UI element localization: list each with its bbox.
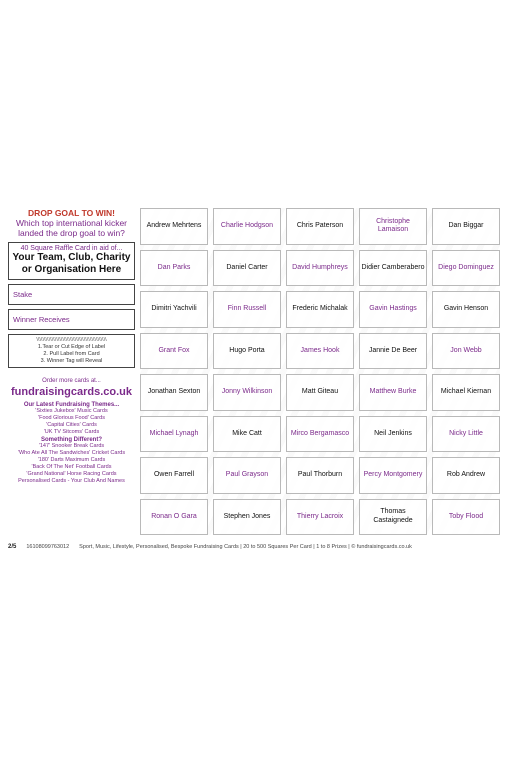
themes-heading: Our Latest Fundraising Themes... bbox=[23, 402, 120, 408]
raffle-square[interactable]: Michael Kiernan bbox=[432, 374, 500, 411]
raffle-square[interactable]: Frederic Michalak bbox=[286, 291, 354, 328]
raffle-square[interactable]: Paul Grayson bbox=[213, 457, 281, 494]
raffle-square[interactable]: Jannie De Beer bbox=[359, 333, 427, 370]
raffle-square[interactable]: Grant Fox bbox=[140, 333, 208, 370]
page-number: 2/5 bbox=[8, 544, 17, 550]
raffle-square[interactable]: Jonathan Sexton bbox=[140, 374, 208, 411]
themes-list bbox=[8, 408, 135, 436]
raffle-square[interactable]: David Humphreys bbox=[286, 250, 354, 287]
raffle-square[interactable]: Charlie Hodgson bbox=[213, 208, 281, 245]
theme-item: 'Sixties Jukebox' Music Cards bbox=[35, 408, 108, 414]
raffle-square[interactable]: Rob Andrew bbox=[432, 457, 500, 494]
different-item: '180' Darts Maximum Cards bbox=[37, 457, 106, 463]
raffle-square[interactable]: Thierry Lacroix bbox=[286, 499, 354, 536]
raffle-square[interactable]: Jon Webb bbox=[432, 333, 500, 370]
raffle-organisation: Your Team, Club, Charity or Organisation Here bbox=[12, 252, 131, 275]
theme-item: 'UK TV Sitcoms' Cards bbox=[43, 429, 100, 435]
raffle-square[interactable]: Mike Catt bbox=[213, 416, 281, 453]
card-title: DROP GOAL TO WIN! bbox=[28, 208, 115, 218]
raffle-square[interactable]: Ronan O Gara bbox=[140, 499, 208, 536]
raffle-square[interactable]: Finn Russell bbox=[213, 291, 281, 328]
raffle-square[interactable]: Didier Camberabero bbox=[359, 250, 427, 287]
different-item: 'Who Ate All The Sandwiches' Cricket Cards bbox=[17, 450, 126, 456]
raffle-square[interactable]: Christophe Lamaison bbox=[359, 208, 427, 245]
stake-field: Stake bbox=[8, 284, 135, 305]
raffle-square[interactable]: Matthew Burke bbox=[359, 374, 427, 411]
raffle-subtitle: 40 Square Raffle Card in aid of... bbox=[20, 245, 123, 252]
raffle-square[interactable]: Jonny Wilkinson bbox=[213, 374, 281, 411]
order-text: Order more cards at... bbox=[42, 378, 101, 384]
raffle-square[interactable]: Hugo Porta bbox=[213, 333, 281, 370]
different-item: 'Back Of The Net' Football Cards bbox=[31, 464, 112, 470]
raffle-square[interactable]: Dimitri Yachvili bbox=[140, 291, 208, 328]
raffle-square[interactable]: Diego Dominguez bbox=[432, 250, 500, 287]
raffle-square[interactable]: Owen Farrell bbox=[140, 457, 208, 494]
instruction-2: 2. Pull Label from Card bbox=[43, 351, 100, 357]
footer bbox=[8, 544, 504, 550]
raffle-square[interactable]: Nicky Little bbox=[432, 416, 500, 453]
card-question: Which top international kicker landed the drop goal to win? bbox=[15, 218, 128, 238]
winner-field: Winner Receives bbox=[8, 309, 135, 330]
raffle-square[interactable]: Matt Giteau bbox=[286, 374, 354, 411]
raffle-square[interactable]: Percy Montgomery bbox=[359, 457, 427, 494]
raffle-box bbox=[8, 242, 135, 280]
different-item: 'Grand National' Horse Racing Cards bbox=[26, 471, 117, 477]
card-code: 16108099763012 bbox=[26, 544, 70, 550]
raffle-square[interactable]: Toby Flood bbox=[432, 499, 500, 536]
theme-item: 'Food Glorious Food' Cards bbox=[38, 415, 105, 421]
raffle-square[interactable]: Gavin Hastings bbox=[359, 291, 427, 328]
raffle-square[interactable]: Daniel Carter bbox=[213, 250, 281, 287]
raffle-square[interactable]: Thomas Castaignede bbox=[359, 499, 427, 536]
raffle-square[interactable]: Dan Parks bbox=[140, 250, 208, 287]
site-link[interactable]: fundraisingcards.co.uk bbox=[10, 386, 133, 398]
raffle-square[interactable]: Dan Biggar bbox=[432, 208, 500, 245]
different-list bbox=[8, 443, 135, 485]
raffle-square[interactable]: Gavin Henson bbox=[432, 291, 500, 328]
raffle-square[interactable]: Andrew Mehrtens bbox=[140, 208, 208, 245]
raffle-square[interactable]: Paul Thorburn bbox=[286, 457, 354, 494]
theme-item: 'Capital Cities' Cards bbox=[46, 422, 97, 428]
different-item: Personalised Cards - Your Club And Names bbox=[18, 478, 125, 484]
raffle-square[interactable]: James Hook bbox=[286, 333, 354, 370]
different-item: '147' Snooker Break Cards bbox=[38, 443, 105, 449]
raffle-square[interactable]: Stephen Jones bbox=[213, 499, 281, 536]
raffle-square[interactable]: Mirco Bergamasco bbox=[286, 416, 354, 453]
raffle-square[interactable]: Michael Lynagh bbox=[140, 416, 208, 453]
raffle-grid bbox=[140, 208, 500, 535]
raffle-square[interactable]: Neil Jenkins bbox=[359, 416, 427, 453]
instructions-box bbox=[8, 334, 135, 368]
tear-hatch: \\\\\\\\\\\\\\\\\\\\\\\\\\\\\\\\\\\\\\\\\\\\\\ bbox=[36, 337, 107, 343]
card-info-panel bbox=[8, 208, 135, 485]
different-heading: Something Different? bbox=[41, 437, 102, 443]
footer-text: Sport, Music, Lifestyle, Personalised, Bespoke Fundraising Cards | 20 to 500 Squares Per Card | 1 to 8 Prizes | © fundraisingcards.co.uk bbox=[79, 544, 412, 550]
instruction-3: 3. Winner Tag will Reveal bbox=[40, 358, 103, 364]
instruction-1: 1.Tear or Cut Edge of Label bbox=[37, 344, 106, 350]
raffle-square[interactable]: Chris Paterson bbox=[286, 208, 354, 245]
